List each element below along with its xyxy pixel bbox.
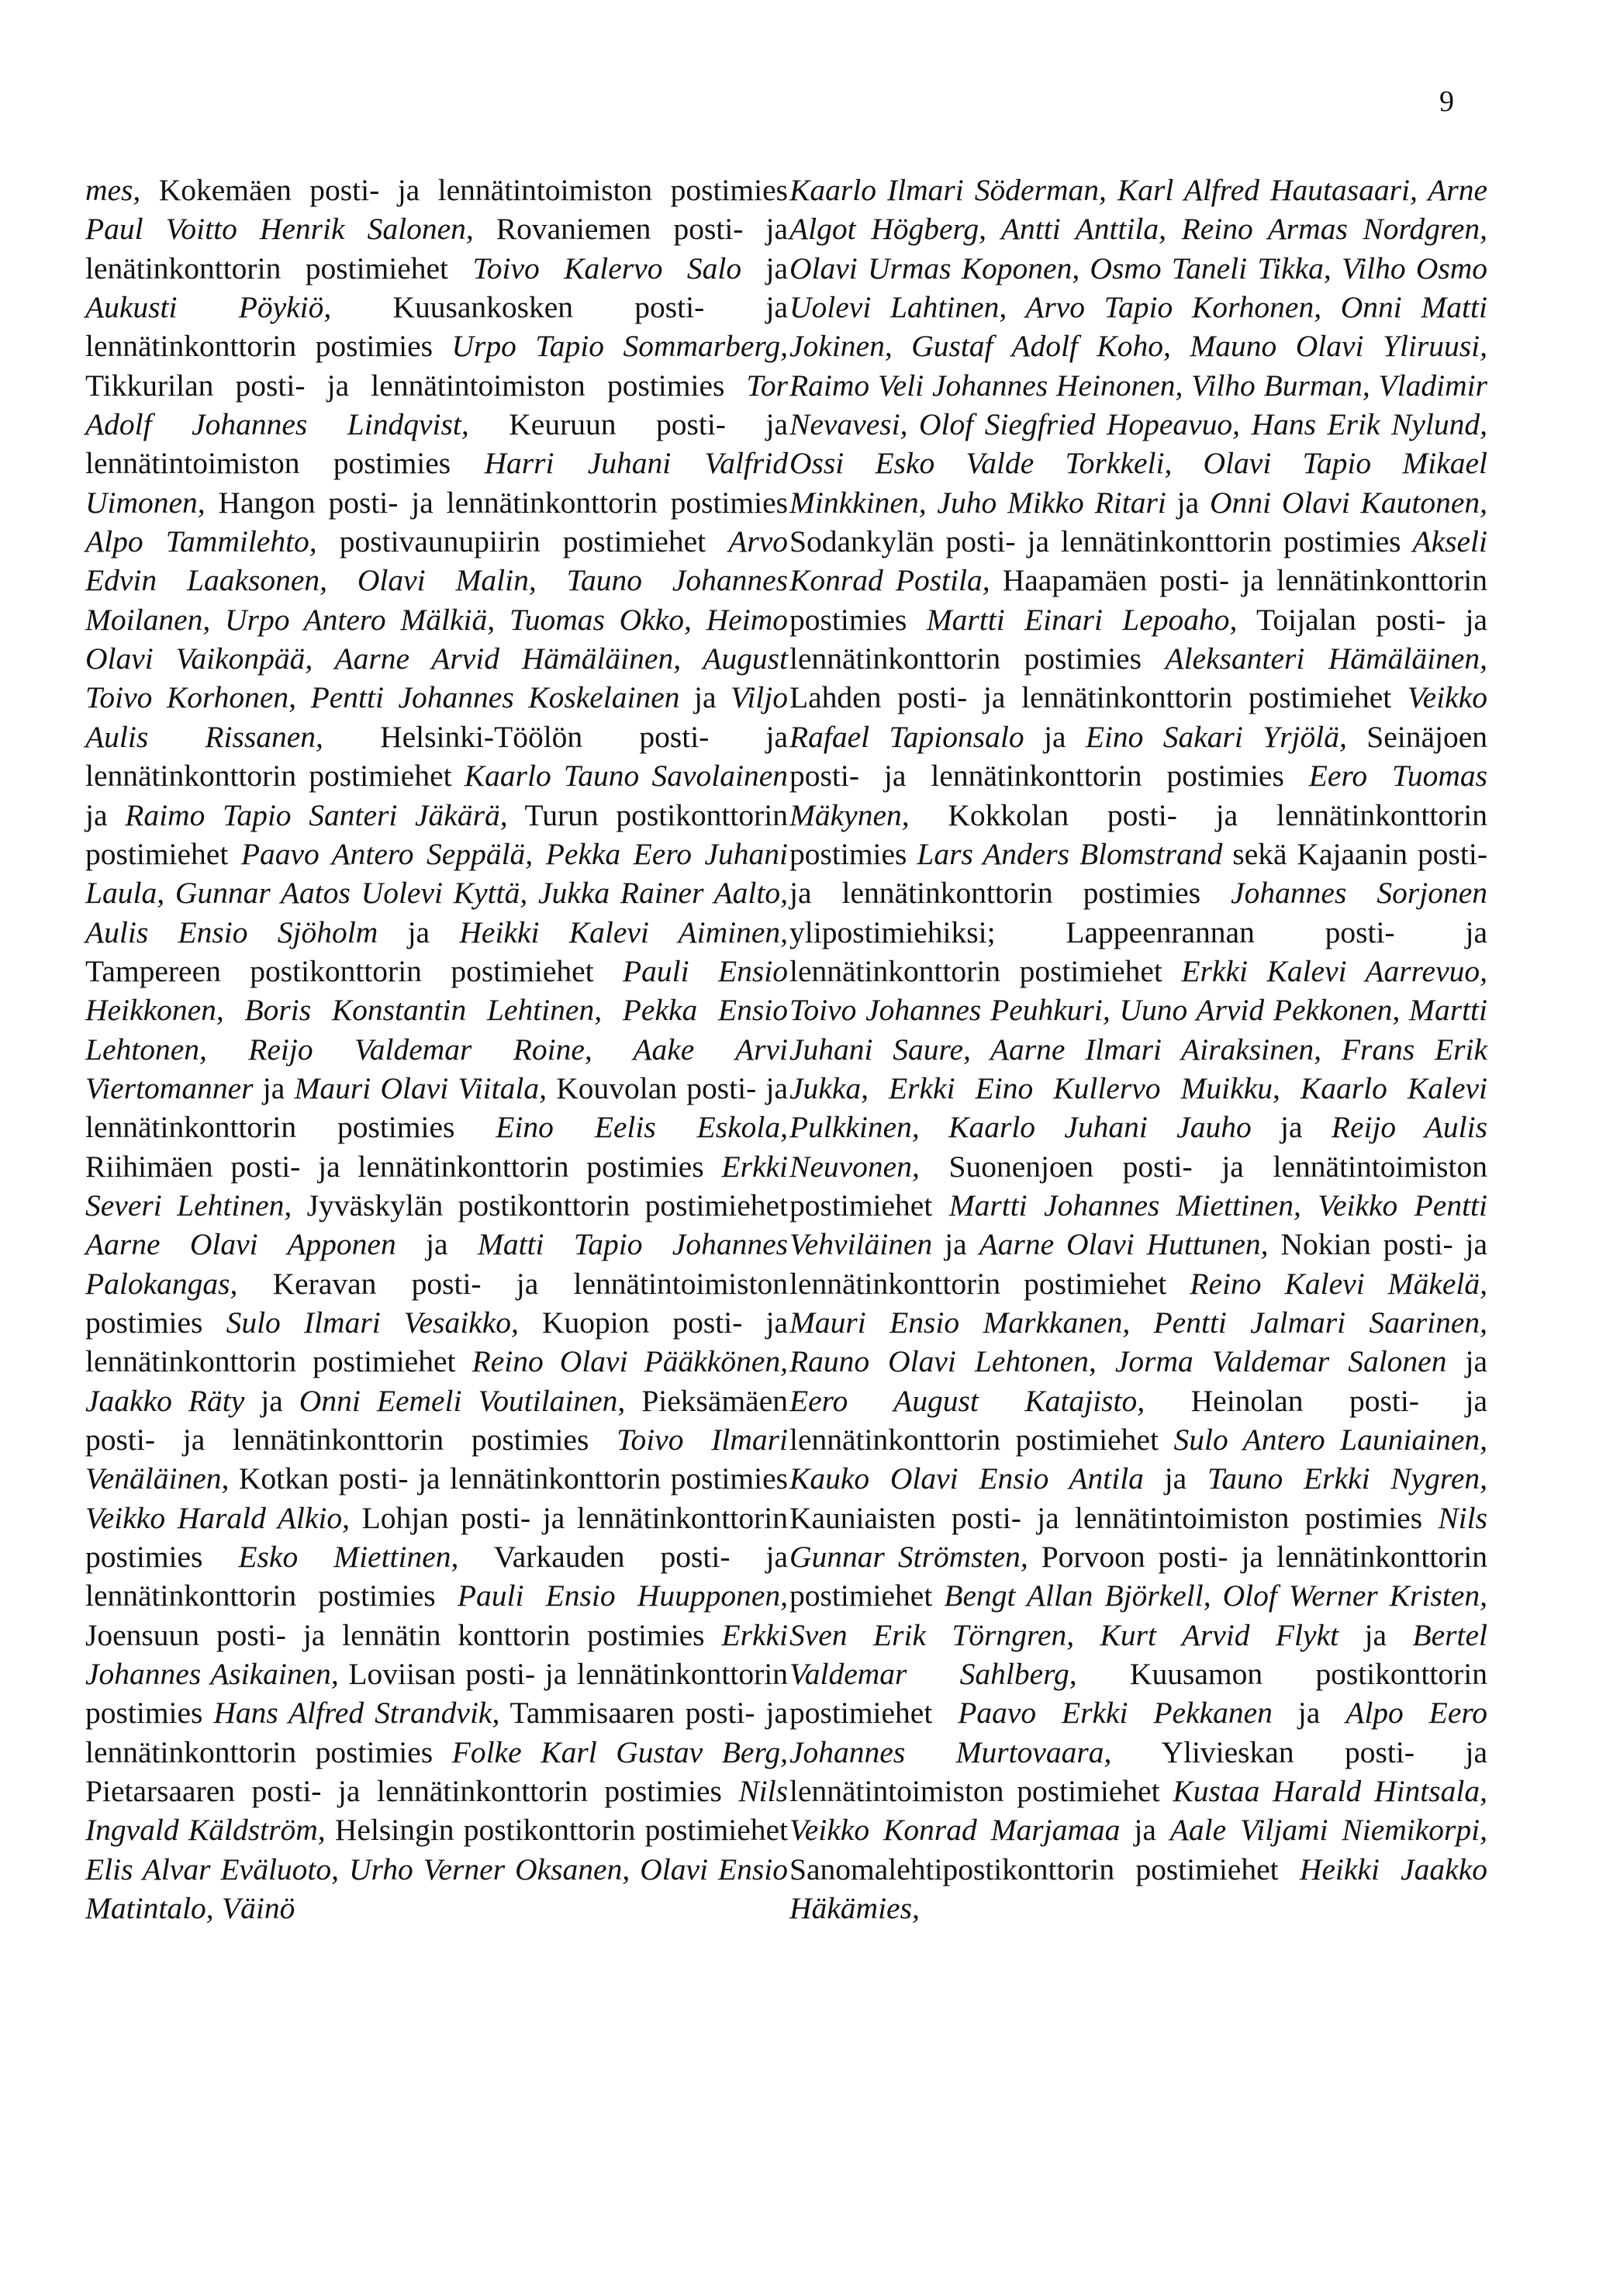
- text-run: postivaunupiirin postimiehet: [316, 524, 729, 559]
- name-run: Bertel Valdemar Sahlberg,: [789, 1617, 1487, 1692]
- left-column: [85, 171, 788, 1928]
- text-run: Seinäjoen posti- ja lennätinkonttorin postimies: [789, 719, 1487, 794]
- name-run: Eino Sakari Yrjölä,: [1085, 719, 1347, 754]
- text-run: sekä Kajaanin posti- ja lennätinkonttorin postimies: [789, 836, 1488, 911]
- text-run: Sanomalehtipostikonttorin postimiehet: [789, 1852, 1300, 1886]
- name-run: mes,: [85, 173, 141, 207]
- name-run: Toivo Ilmari Venäläinen,: [85, 1423, 788, 1496]
- name-run: Kaarlo Ilmari Söderman, Karl Alfred Hautasaari, Arne Algot Högberg, Antti Anttila, Reino Armas Nordgren, Olavi Urmas Koponen, Osmo Taneli Tikka, Vilho Osmo Uolevi Lahtinen, Arvo Tapio Korhonen, Onni Matti Jokinen, Gustaf Adolf Koho, Mauno Olavi Yliruusi, Raimo Veli Johannes Heinonen, Vilho Burman, Vladimir Nevavesi, Olof Siegfried Hopeavuo, Hans Erik Nylund, Ossi Esko Valde Torkkeli, Olavi Tapio Mikael Minkkinen, Juho Mikko Ritari: [789, 173, 1487, 520]
- text-run: Kotkan posti- ja lennätinkonttorin postimies: [229, 1461, 788, 1496]
- name-run: Nils Gunnar Strömsten,: [789, 1500, 1487, 1575]
- name-run: Matti Tapio Johannes Palokangas,: [85, 1227, 788, 1301]
- name-run: Eero Tuomas Mäkynen,: [789, 759, 1487, 832]
- text-run: Hangon posti- ja lennätinkonttorin postimies: [205, 485, 788, 520]
- name-run: Erkki Johannes Asikainen,: [85, 1617, 788, 1692]
- page-number: 9: [1439, 85, 1454, 118]
- name-run: Eero August Katajisto,: [789, 1383, 1145, 1418]
- text-run: Haapamäen posti- ja lennätinkonttorin postimies: [789, 563, 1487, 637]
- text-run: Porvoon posti- ja lennätinkonttorin postimiehet: [789, 1540, 1487, 1613]
- text-run: ja: [244, 1383, 299, 1418]
- text-run: ja: [1251, 1110, 1332, 1145]
- text-run: ja: [1446, 1344, 1487, 1379]
- text-run: Turun postikonttorin postimiehet: [85, 797, 789, 871]
- name-run: Pauli Ensio Heikkonen, Boris Konstantin Lehtinen, Pekka Ensio Lehtonen, Reijo Valdemar Roine, Aake Arvi Viertomanner: [85, 953, 788, 1105]
- name-run: Erkki Kalevi Aarrevuo, Toivo Johannes Peuhkuri, Uuno Arvid Pekkonen, Martti Juhani Saure, Aarne Ilmari Airaksinen, Frans Erik Jukka, Erkki Eino Kullervo Muikku, Kaarlo Kalevi Pulkkinen, Kaarlo Juhani Jauho: [789, 953, 1487, 1145]
- name-run: Lars Anders Blomstrand: [917, 836, 1223, 871]
- name-run: Nils Ingvald Käldström,: [85, 1774, 788, 1848]
- text-run: Kouvolan posti- ja lennätinkonttorin postimies: [85, 1070, 788, 1145]
- name-run: Sulo Ilmari Vesaikko,: [226, 1305, 519, 1340]
- name-run: Eino Eelis Eskola,: [496, 1110, 788, 1145]
- text-run: Riihimäen posti- ja lennätinkonttorin postimies: [85, 1149, 722, 1184]
- name-run: Akseli Konrad Postila,: [789, 524, 1487, 598]
- text-run: Toijalan posti- ja lennätinkonttorin postimies: [789, 602, 1487, 676]
- text-run: Kuusankosken posti- ja lennätinkonttorin postimies: [85, 290, 788, 364]
- name-run: Heikki Jaakko Häkämies,: [789, 1852, 1487, 1926]
- name-run: Folke Karl Gustav Berg,: [451, 1734, 788, 1769]
- name-run: Martti Johannes Miettinen, Veikko Pentti Vehviläinen: [789, 1188, 1488, 1262]
- name-run: Martti Einari Lepoaho,: [926, 602, 1238, 637]
- text-run: ja: [1024, 719, 1086, 754]
- name-run: Mauri Olavi Viitala,: [294, 1070, 547, 1105]
- name-run: Alpo Tammilehto,: [85, 524, 317, 559]
- name-run: Esko Miettinen,: [238, 1540, 459, 1575]
- text-run: Loviisan posti- ja lennätinkonttorin postimies: [85, 1657, 788, 1731]
- text-run: Varkauden posti- ja lennätinkonttorin postimies: [85, 1540, 788, 1613]
- text-run: Rovaniemen posti- ja lenätinkonttorin postimiehet: [85, 212, 788, 285]
- name-run: Aarne Olavi Apponen: [85, 1227, 396, 1262]
- text-run: Kokkolan posti- ja lennätinkonttorin postimies: [789, 797, 1487, 871]
- text-run: Lahden posti- ja lennätinkonttorin postimiehet: [789, 680, 1408, 715]
- name-run: Paul Voitto Henrik Salonen,: [85, 212, 474, 247]
- name-run: Sulo Antero Launiainen, Kauko Olavi Ensio Antila: [789, 1423, 1487, 1496]
- text-run: Nokian posti- ja lennätinkonttorin postimiehet: [789, 1227, 1487, 1301]
- text-run: ja: [1272, 1696, 1346, 1731]
- name-run: Reino Kalevi Mäkelä, Mauri Ensio Markkanen, Pentti Jalmari Saarinen, Rauno Olavi Lehtonen, Jorma Valdemar Salonen: [789, 1266, 1487, 1379]
- name-run: Paavo Erkki Pekkanen: [958, 1696, 1273, 1731]
- right-column: [789, 171, 1487, 1928]
- left-column-text: [85, 171, 788, 1928]
- text-run: Kokemäen posti- ja lennätintoimiston postimies: [140, 173, 788, 207]
- name-run: Urpo Tapio Sommarberg,: [451, 329, 788, 364]
- text-run: Tammisaaren posti- ja lennätinkonttorin postimies: [85, 1696, 788, 1769]
- name-run: Erkki Severi Lehtinen,: [85, 1149, 788, 1222]
- text-run: Kauniaisten posti- ja lennätintoimiston postimies: [789, 1500, 1439, 1535]
- text-run: ja: [741, 251, 788, 285]
- name-run: Reino Olavi Pääkkönen, Jaakko Räty: [85, 1344, 788, 1418]
- name-run: Aarne Olavi Huttunen,: [979, 1227, 1269, 1262]
- name-run: Reijo Aulis Neuvonen,: [789, 1110, 1487, 1184]
- name-run: Aale Viljami Niemikorpi,: [1169, 1813, 1487, 1848]
- name-run: Aleksanteri Hämäläinen,: [1165, 641, 1487, 676]
- text-run: Pietarsaaren posti- ja lennätinkonttorin postimies: [85, 1774, 739, 1809]
- text-run: Heinolan posti- ja lennätinkonttorin postimiehet: [789, 1383, 1487, 1457]
- text-run: Kuopion posti- ja lennätinkonttorin postimiehet: [85, 1305, 788, 1379]
- text-run: ylipostimiehiksi; Lappeenrannan posti- ja lennätinkonttorin postimiehet: [789, 915, 1487, 988]
- text-run: ja: [1338, 1617, 1413, 1652]
- text-run: Keravan posti- ja lennätintoimiston postimies: [85, 1266, 788, 1340]
- text-run: ja: [253, 1070, 295, 1105]
- text-run: Tampereen postikonttorin postimiehet: [85, 953, 623, 988]
- name-run: Veikko Rafael Tapionsalo: [789, 680, 1487, 754]
- name-run: Johannes Sorjonen: [1231, 876, 1487, 911]
- text-run: Helsingin postikonttorin postimiehet: [325, 1813, 788, 1848]
- text-run: Suonenjoen posti- ja lennätintoimiston postimiehet: [789, 1149, 1487, 1222]
- name-run: Bengt Allan Björkell, Olof Werner Kristen, Sven Erik Törngren, Kurt Arvid Flykt: [789, 1578, 1488, 1652]
- name-run: Hans Alfred Strandvik,: [213, 1696, 500, 1731]
- name-run: Veikko Harald Alkio,: [85, 1500, 350, 1535]
- name-run: Alpo Eero Johannes Murtovaara,: [789, 1696, 1488, 1769]
- text-run: ja: [1143, 1461, 1207, 1496]
- text-run: ja: [396, 1227, 478, 1262]
- name-run: Arvo Edvin Laaksonen, Olavi Malin, Tauno Johannes Moilanen, Urpo Antero Mälkiä, Tuomas Okko, Heimo Olavi Vaikonpää, Aarne Arvid Hämäläinen, August Toivo Korhonen, Pentti Johannes Koskelainen: [85, 524, 788, 715]
- name-run: Raimo Tapio Santeri Jäkärä,: [125, 797, 508, 832]
- name-run: Elis Alvar Eväluoto, Urho Verner Oksanen, Olavi Ensio Matintalo, Väinö: [85, 1852, 788, 1926]
- text-run: Joensuun posti- ja lennätin konttorin postimies: [85, 1617, 722, 1652]
- name-run: Kaarlo Tauno Savolainen: [464, 759, 788, 794]
- text-run: Sodankylän posti- ja lennätinkonttorin postimies: [789, 524, 1413, 559]
- text-run: ja: [1166, 485, 1211, 520]
- text-run: ja: [679, 680, 731, 715]
- name-run: Harri Juhani Valfrid Uimonen,: [85, 446, 789, 520]
- text-run: Lohjan posti- ja lennätinkonttorin postimies: [85, 1500, 788, 1575]
- right-column-text: [789, 171, 1487, 1928]
- name-run: Toivo Kalervo Salo: [472, 251, 742, 285]
- name-run: Kustaa Harald Hintsala, Veikko Konrad Marjamaa: [789, 1774, 1487, 1848]
- name-run: Onni Olavi Kautonen,: [1210, 485, 1487, 520]
- text-run: ja: [85, 797, 126, 832]
- text-run: Ylivieskan posti- ja lennätintoimiston postimiehet: [789, 1734, 1487, 1809]
- text-run: Pieksämäen posti- ja lennätinkonttorin postimies: [85, 1383, 788, 1457]
- text-run: ja: [1120, 1813, 1170, 1848]
- name-run: Paavo Antero Seppälä, Pekka Eero Juhani Laula, Gunnar Aatos Uolevi Kyttä, Jukka Rainer Aalto, Aulis Ensio Sjöholm: [85, 836, 788, 949]
- text-run: ja: [932, 1227, 979, 1262]
- name-run: Heikki Kalevi Aiminen,: [459, 915, 788, 949]
- name-run: Tauno Erkki Nygren,: [1207, 1461, 1487, 1496]
- text-run: ja: [378, 915, 460, 949]
- text-run: Jyväskylän postikonttorin postimiehet: [292, 1188, 788, 1222]
- text-run: Keuruun posti- ja lennätintoimiston postimies: [85, 407, 788, 481]
- text-run: Tikkurilan posti- ja lennätintoimiston postimies: [85, 368, 747, 403]
- name-run: Pauli Ensio Huupponen,: [457, 1578, 788, 1613]
- name-run: Aukusti Pöykiö,: [85, 290, 332, 325]
- text-run: Helsinki-Töölön posti- ja lennätinkonttorin postimiehet: [85, 719, 789, 794]
- text-run: Kuusamon postikonttorin postimiehet: [789, 1657, 1487, 1731]
- name-run: Viljo Aulis Rissanen,: [85, 680, 788, 754]
- name-run: Tor Adolf Johannes Lindqvist,: [85, 368, 788, 442]
- name-run: Onni Eemeli Voutilainen,: [299, 1383, 626, 1418]
